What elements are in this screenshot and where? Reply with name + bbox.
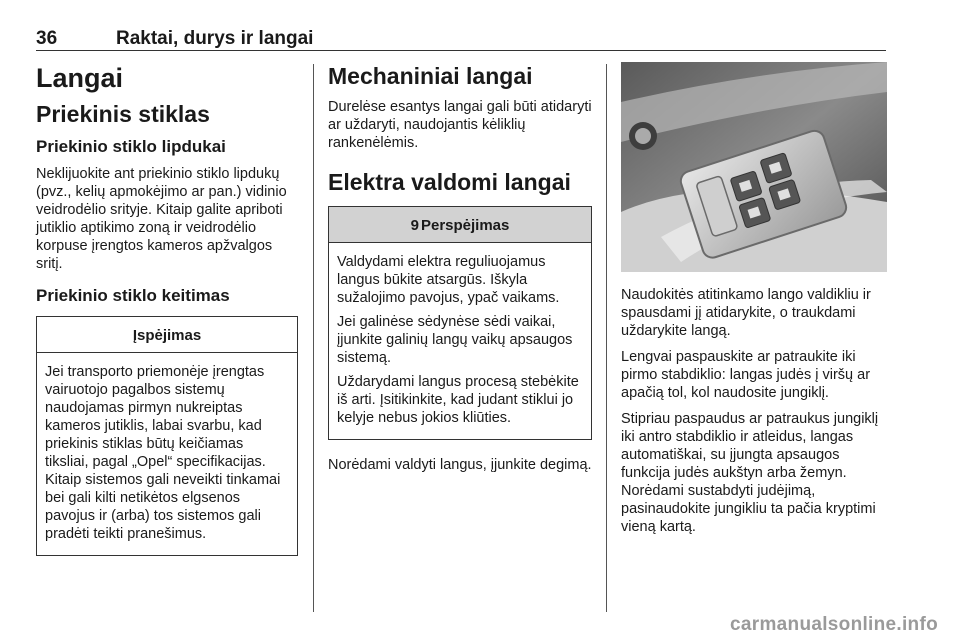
warning-text-2: Jei galinėse sėdynėse sėdi vaikai, įjunkite galinių langų vaikų apsaugos sistemą.	[337, 314, 573, 366]
watermark: carmanualsonline.info	[730, 614, 938, 635]
warning-text-1: Valdydami elektra reguliuojamus langus būkite atsargūs. Iškyla sužalojimo pavojus, ypač vaikams.	[337, 254, 560, 306]
window-switch-photo	[621, 62, 887, 272]
ignition-text: Norėdami valdyti langus, įjunkite degimą.	[328, 457, 592, 473]
column-3	[621, 62, 887, 544]
page-header	[36, 26, 886, 52]
column-divider-1	[313, 64, 314, 612]
section-title-manual-windows: Mechaniniai langai	[328, 63, 533, 89]
subheading-replacement: Priekinio stiklo keitimas	[36, 286, 230, 305]
section-title-windows: Langai	[36, 63, 124, 93]
warning-box	[328, 206, 592, 440]
chapter-title: Raktai, durys ir langai	[116, 28, 314, 49]
manual-windows-text: Durelėse esantys langai gali būti atidaryti ar uždaryti, naudojantis kėliklių rankenėlėmis.	[328, 99, 592, 151]
operation-text-1: Naudokitės atitinkamo lango valdikliu ir spausdami jį atidarykite, o traukdami uždarykite langą.	[621, 287, 871, 339]
warning-icon: 9	[410, 217, 419, 234]
page-number: 36	[36, 28, 58, 49]
header-rule	[36, 50, 886, 51]
section-title-power-windows: Elektra valdomi langai	[328, 169, 571, 195]
operation-text-2: Lengvai paspauskite ar patraukite iki pirmo stabdiklio: langas judės į viršų ar apačią tol, kol naudosite jungiklį.	[621, 349, 871, 401]
warning-heading-label: Perspėjimas	[420, 217, 510, 234]
operation-text-3: Stipriau paspaudus ar patraukus jungiklį iki antro stabdiklio ir atleidus, langas automatiškai, su įjungta apsaugos funkcija judės aukštyn arba žemyn. Norėdami sustabdyti judėjimą, pasinaudokite jungikliu ta pačia kryptimi vieną kartą.	[621, 411, 879, 535]
subheading-stickers: Priekinio stiklo lipdukai	[36, 137, 226, 156]
column-1	[36, 62, 298, 556]
caution-text: Jei transporto priemonėje įrengtas vairuotojo pagalbos sistemų naudojamas pirmyn nukreiptas kameros jutiklis, labai svarbu, kad priekinis stiklas būtų keičiamas tiksliai, pagal „Opel“ specifikacijas. Kitaip sistemos gali neveikti tinkamai bei gali kilti netikėtos elgsenos pavojus ir (arba) tos sistemos gali pradėti teikti pranešimus.	[45, 364, 281, 542]
caution-heading: Įspėjimas	[37, 317, 297, 353]
section-title-windscreen: Priekinis stiklas	[36, 101, 210, 127]
column-divider-2	[606, 64, 607, 612]
column-2	[328, 62, 592, 482]
caution-box	[36, 316, 298, 556]
warning-text-3: Uždarydami langus procesą stebėkite iš arti. Įsitikinkite, kad judant stiklui jo kelyje nebus jokios kliūties.	[337, 374, 579, 426]
warning-heading	[329, 207, 591, 243]
stickers-text: Neklijuokite ant priekinio stiklo lipdukų (pvz., kelių apmokėjimo ar pan.) vidinio veidrodėlio srityje. Kitaip galite apriboti jutiklio aptikimo zoną ir veidrodėlio korpuse įrengtos kameros apžvalgos sritį.	[36, 166, 287, 272]
